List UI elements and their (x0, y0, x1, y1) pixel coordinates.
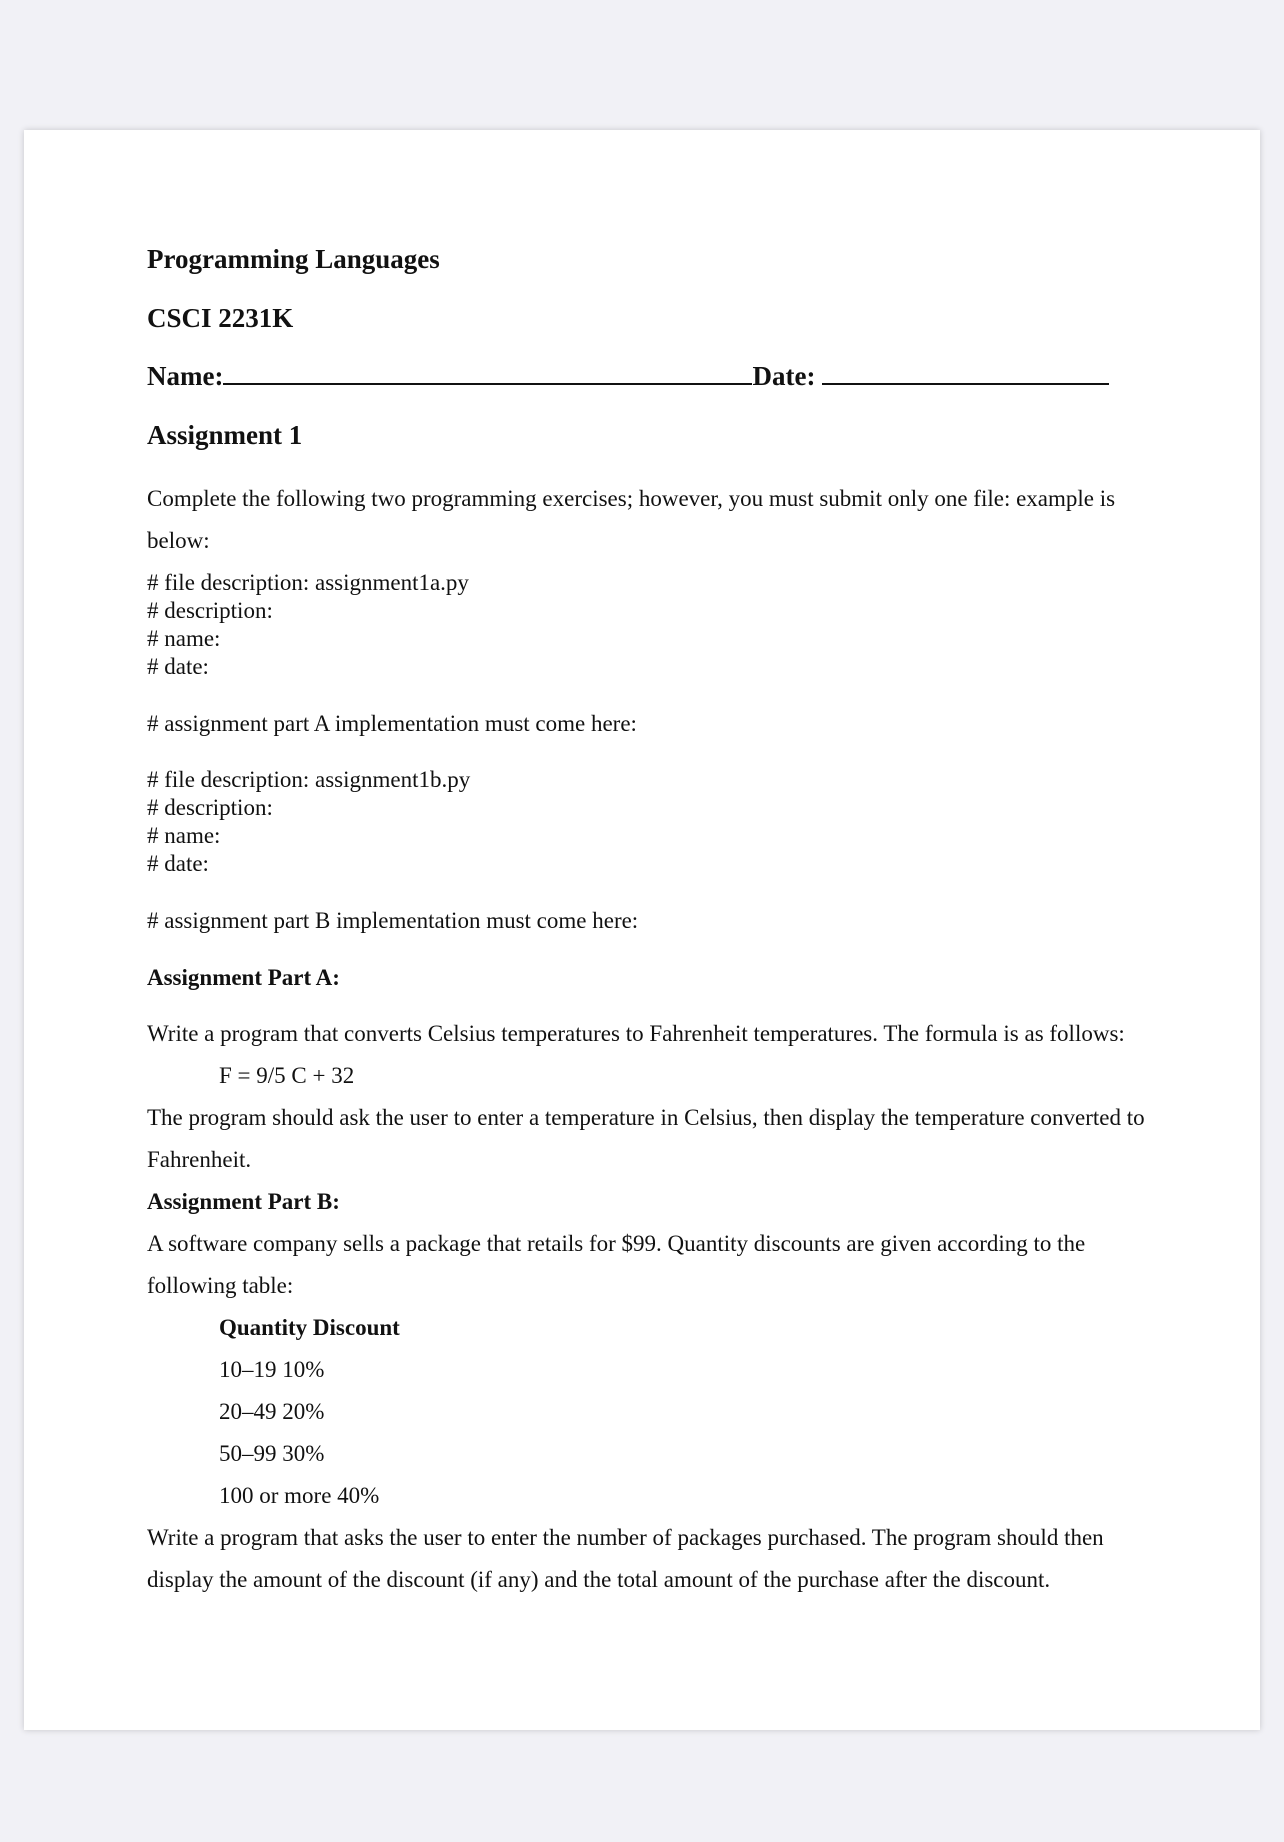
code-comment-description-a: # description: (147, 598, 273, 623)
assignment-title: Assignment 1 (147, 420, 303, 450)
part-b-heading: Assignment Part B: (147, 1189, 340, 1214)
code-comment-description-b: # description: (147, 795, 273, 820)
code-comment-impl-b: # assignment part B implementation must come here: (147, 908, 639, 933)
discount-table-row: 10–19 10% (219, 1357, 325, 1382)
code-comment-file-b: # file description: assignment1b.py (147, 767, 471, 792)
date-label: Date: (752, 361, 816, 391)
code-comment-name-b: # name: (147, 823, 221, 848)
course-title: Programming Languages (147, 244, 440, 274)
intro-line-2: below: (147, 528, 210, 553)
part-b-line-1: A software company sells a package that retails for $99. Quantity discounts are given according to the (147, 1231, 1086, 1256)
name-label: Name: (147, 361, 224, 391)
part-b-line-3: Write a program that asks the user to enter the number of packages purchased. The program should then (147, 1525, 1104, 1550)
course-code: CSCI 2231K (147, 303, 294, 333)
code-comment-file-a: # file description: assignment1a.py (147, 570, 469, 595)
document-page (24, 130, 1260, 1730)
code-comment-date-b: # date: (147, 851, 209, 876)
part-a-formula: F = 9/5 C + 32 (219, 1063, 355, 1088)
discount-table-row: 20–49 20% (219, 1399, 325, 1424)
part-a-heading: Assignment Part A: (147, 965, 340, 990)
discount-table-header: Quantity Discount (219, 1315, 400, 1340)
intro-line-1: Complete the following two programming exercises; however, you must submit only one file: example is (147, 486, 1116, 511)
code-comment-impl-a: # assignment part A implementation must come here: (147, 711, 637, 736)
part-a-line-2: The program should ask the user to enter a temperature in Celsius, then display the temperature converted to (147, 1105, 1145, 1130)
code-comment-name-a: # name: (147, 626, 221, 651)
name-date-line (147, 361, 1109, 392)
part-b-line-4: display the amount of the discount (if any) and the total amount of the purchase after the discount. (147, 1567, 1051, 1592)
code-comment-date-a: # date: (147, 654, 209, 679)
part-b-line-2: following table: (147, 1273, 294, 1298)
part-a-line-1: Write a program that converts Celsius temperatures to Fahrenheit temperatures. The formula is as follows: (147, 1021, 1125, 1046)
discount-table-row: 50–99 30% (219, 1441, 325, 1466)
part-a-line-3: Fahrenheit. (147, 1147, 252, 1172)
discount-table-row: 100 or more 40% (219, 1483, 380, 1508)
date-blank-line (822, 383, 1109, 385)
name-blank-line (223, 383, 752, 385)
